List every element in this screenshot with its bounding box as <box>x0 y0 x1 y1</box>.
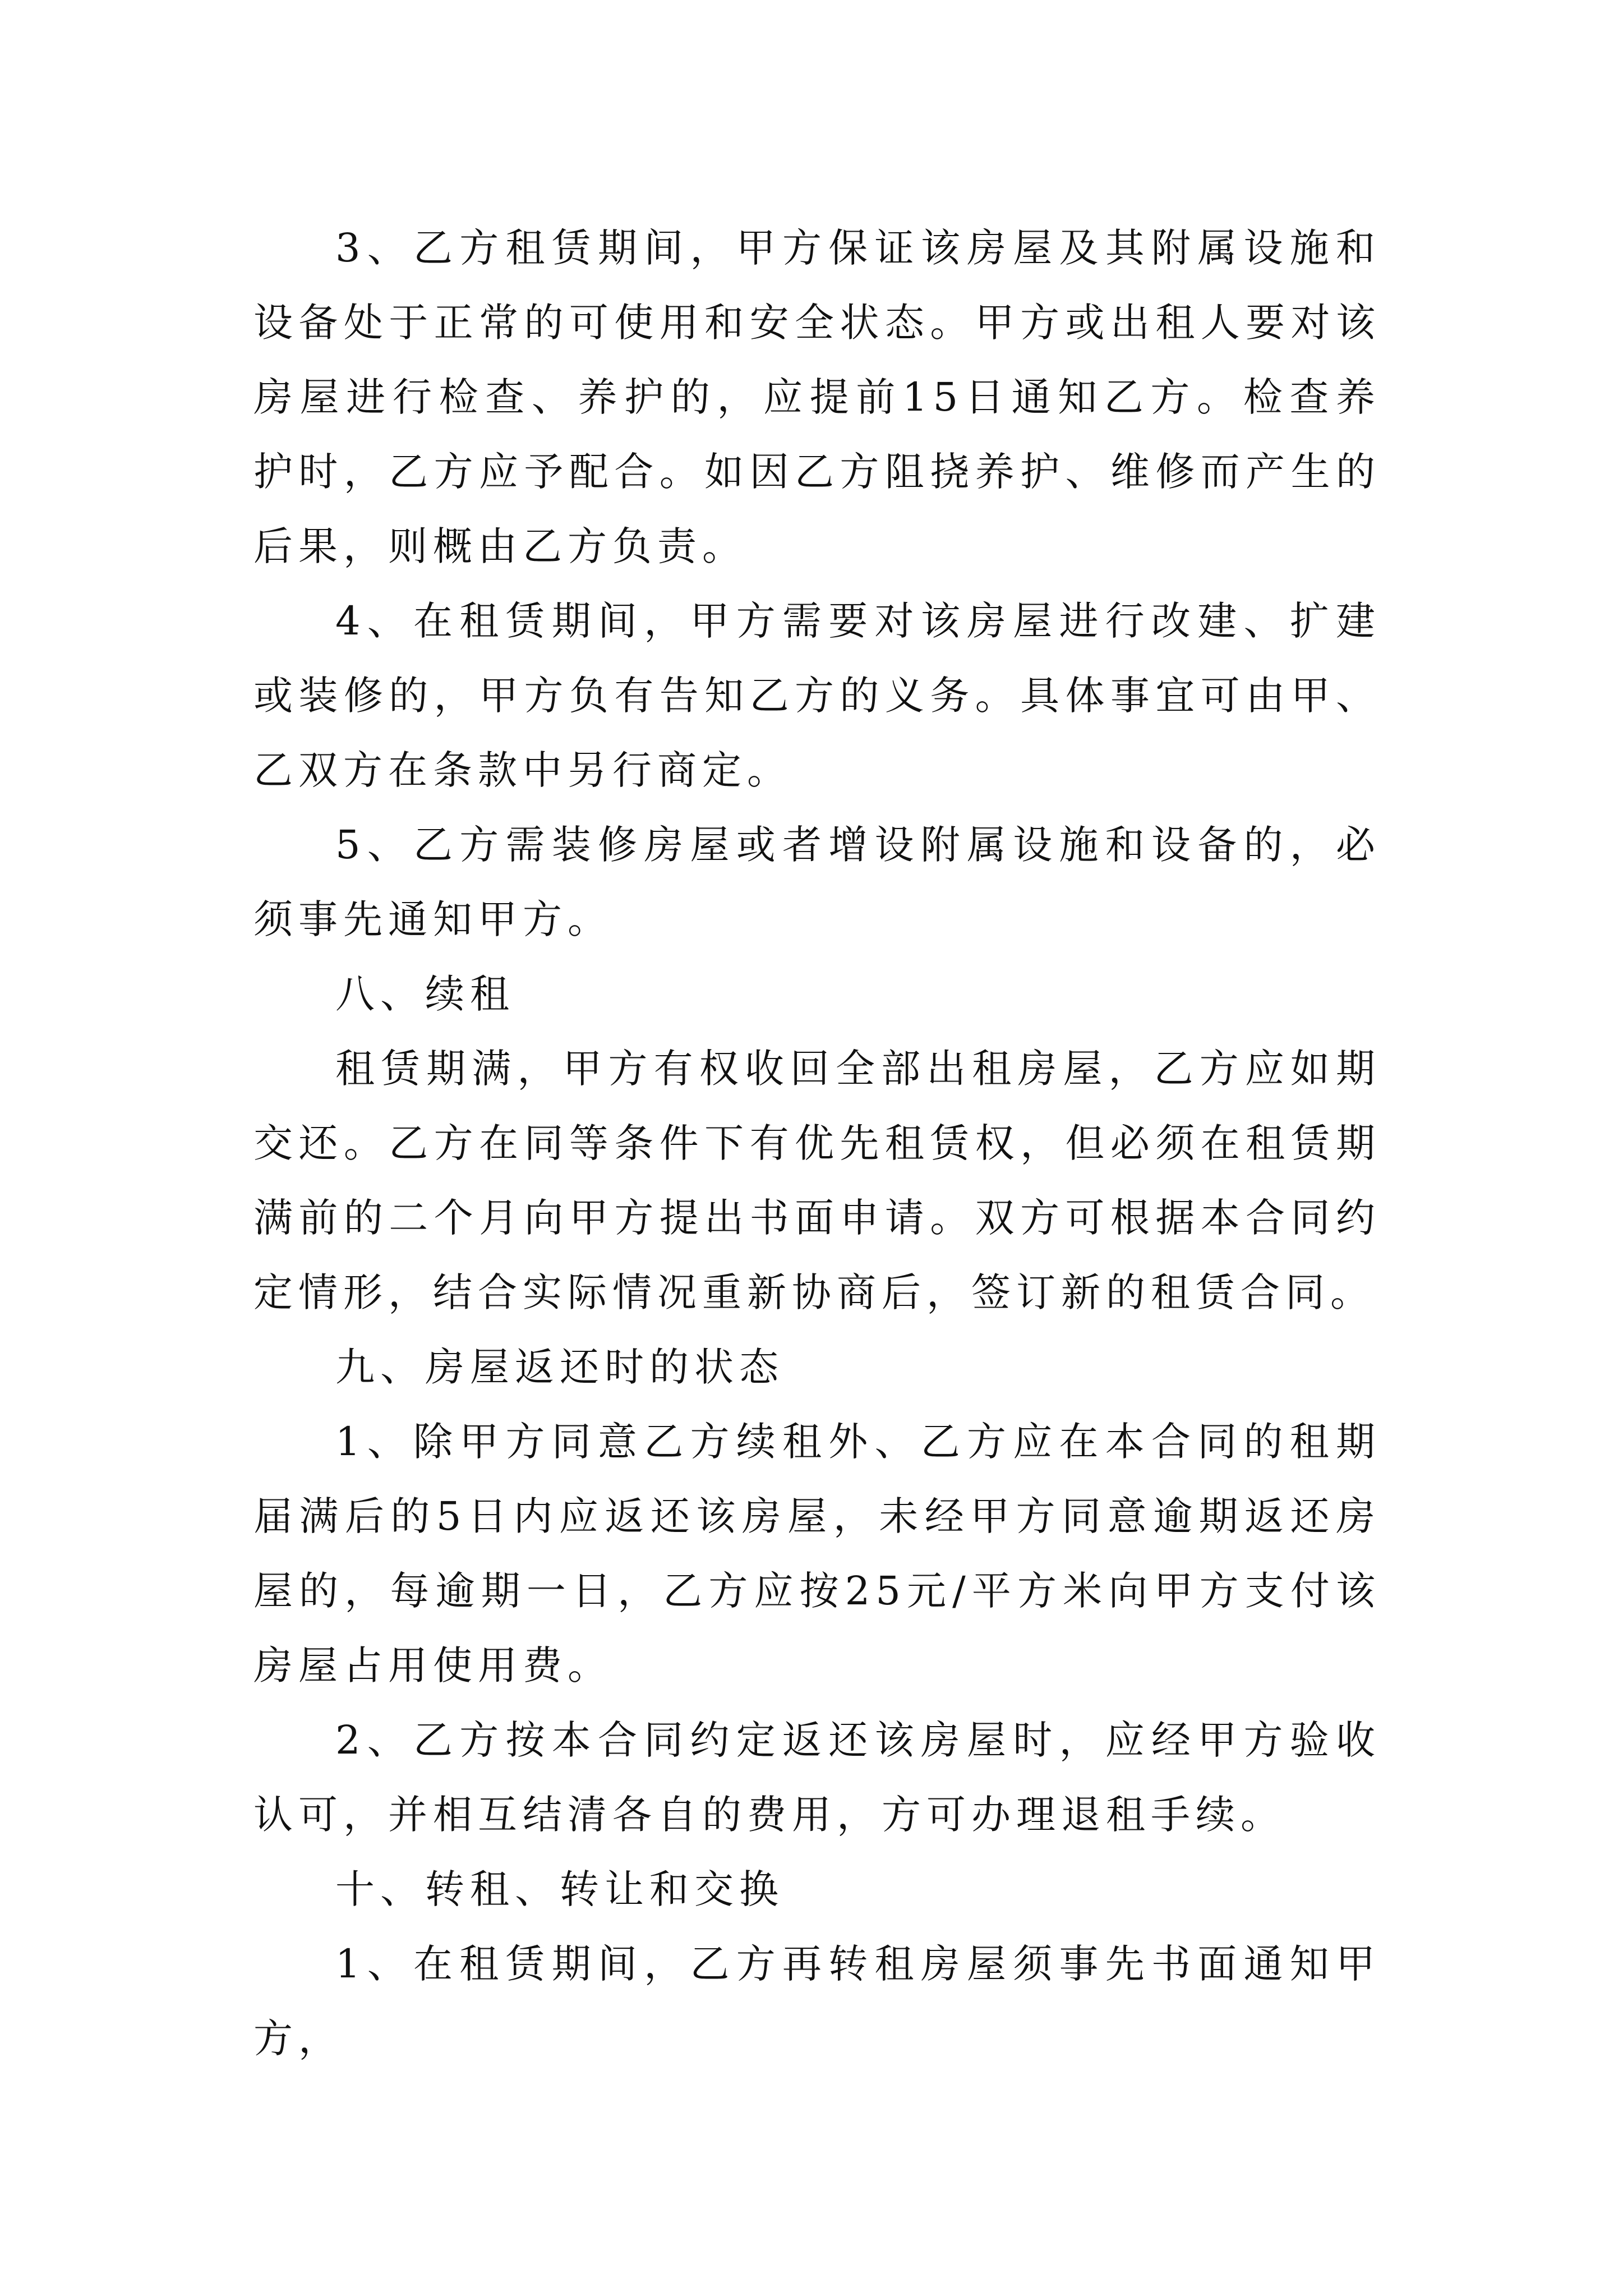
section-8-heading: 八、续租 <box>335 971 515 1017</box>
section-9-heading: 九、房屋返还时的状态 <box>335 1344 784 1390</box>
clause-9-2-paragraph: 2、乙方按本合同约定返还该房屋时，应经甲方验收认可，并相互结清各自的费用，方可办理退租手续。 <box>253 1717 1381 1838</box>
clause-7-3-paragraph: 3、乙方租赁期间，甲方保证该房屋及其附属设施和设备处于正常的可使用和安全状态。甲方或出租人要对该房屋进行检查、养护的，应提前15日通知乙方。检查养护时，乙方应予配合。如因乙方阻挠养护、维修而产生的后果，则概由乙方负责。 <box>253 225 1381 569</box>
clause-7-4-paragraph: 4、在租赁期间，甲方需要对该房屋进行改建、扩建或装修的，甲方负有告知乙方的义务。具体事宜可由甲、乙双方在条款中另行商定。 <box>253 598 1381 793</box>
clause-10-1-paragraph: 1、在租赁期间，乙方再转租房屋须事先书面通知甲方， <box>253 1941 1381 2062</box>
clause-9-1-paragraph: 1、除甲方同意乙方续租外、乙方应在本合同的租期届满后的5日内应返还该房屋，未经甲方同意逾期返还房屋的，每逾期一日，乙方应按25元/平方米向甲方支付该房屋占用使用费。 <box>253 1419 1381 1688</box>
clause-7-5-paragraph: 5、乙方需装修房屋或者增设附属设施和设备的，必须事先通知甲方。 <box>253 822 1381 942</box>
document-body <box>253 211 1381 2076</box>
section-10-heading: 十、转租、转让和交换 <box>335 1866 784 1912</box>
section-8-paragraph: 租赁期满，甲方有权收回全部出租房屋，乙方应如期交还。乙方在同等条件下有优先租赁权，但必须在租赁期满前的二个月向甲方提出书面申请。双方可根据本合同约定情形，结合实际情况重新协商后，签订新的租赁合同。 <box>253 1046 1381 1315</box>
